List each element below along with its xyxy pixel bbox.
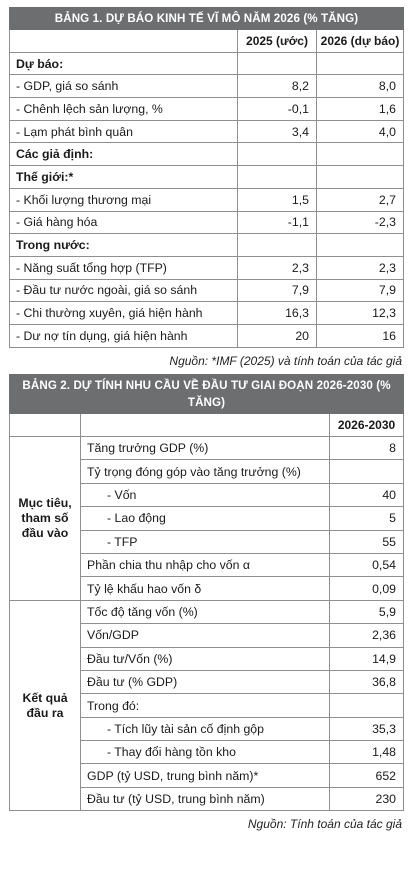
table-1-value-2026: 1,6: [317, 98, 404, 121]
table-2-value: 230: [330, 787, 404, 810]
table-2-value: 5: [330, 507, 404, 530]
table-1-row: [10, 120, 404, 143]
table-2-value: 0,09: [330, 577, 404, 600]
table-2-group-inputs: Mục tiêu, tham số đầu vào: [10, 437, 81, 601]
table-1-row-label: - Chênh lệch sản lượng, %: [10, 98, 238, 121]
table-1-row: [10, 324, 404, 347]
table-2-row-label: - Lao động: [81, 507, 330, 530]
table-1-header-blank: [10, 30, 238, 53]
table-2-value: 55: [330, 530, 404, 553]
table-2-row-label: - Thay đổi hàng tồn kho: [81, 741, 330, 764]
table-1-value-2026: 8,0: [317, 75, 404, 98]
table-1-value-2026: [317, 234, 404, 257]
table-1-row-label: - Lạm phát bình quân: [10, 120, 238, 143]
table-1-source: Nguồn: *IMF (2025) và tính toán của tác giả: [169, 353, 402, 368]
table-1-value-2025: [238, 52, 317, 75]
table-2-row-label: Phần chia thu nhập cho vốn α: [81, 553, 330, 576]
table-1-row: [10, 211, 404, 234]
table-2-value: 0,54: [330, 553, 404, 576]
table-2-row-label: Tỷ trọng đóng góp vào tăng trưởng (%): [81, 460, 330, 483]
table-1-row-label: - Khối lượng thương mại: [10, 188, 238, 211]
table-2-value: [330, 460, 404, 483]
table-2-header-blank-1: [10, 413, 81, 436]
table-2-row-label: GDP (tỷ USD, trung bình năm)*: [81, 764, 330, 787]
table-1-value-2026: 4,0: [317, 120, 404, 143]
table-1-value-2026: [317, 143, 404, 166]
table-1-header-2026: 2026 (dự báo): [317, 30, 404, 53]
table-1-row: [10, 75, 404, 98]
table-1-row-label: - Dư nợ tín dụng, giá hiện hành: [10, 324, 238, 347]
table-2-row: [10, 600, 404, 623]
table-1-header-2025: 2025 (ước): [238, 30, 317, 53]
table-1-row-label: - GDP, giá so sánh: [10, 75, 238, 98]
table-1-title: BẢNG 1. DỰ BÁO KINH TẾ VĨ MÔ NĂM 2026 (% TĂNG): [10, 8, 404, 30]
table-1-macro-forecast: [9, 7, 404, 348]
table-2-source: Nguồn: Tính toán của tác giả: [247, 817, 402, 832]
table-1-value-2025: 3,4: [238, 120, 317, 143]
table-1-row: [10, 98, 404, 121]
table-1-row-label: - Chi thường xuyên, giá hiện hành: [10, 302, 238, 325]
table-2-value: 40: [330, 483, 404, 506]
table-1-value-2025: [238, 234, 317, 257]
table-2-header-period: 2026-2030: [330, 413, 404, 436]
table-1-row: [10, 143, 404, 166]
table-2-value: 652: [330, 764, 404, 787]
table-1-value-2026: 2,3: [317, 256, 404, 279]
table-1-value-2026: 7,9: [317, 279, 404, 302]
table-2-row-label: Tốc độ tăng vốn (%): [81, 600, 330, 623]
table-1-row: [10, 279, 404, 302]
table-2-value: 5,9: [330, 600, 404, 623]
table-1-value-2025: -1,1: [238, 211, 317, 234]
table-2-row-label: Đầu tư (tỷ USD, trung bình năm): [81, 787, 330, 810]
table-1-value-2025: [238, 166, 317, 189]
table-1-value-2025: 1,5: [238, 188, 317, 211]
table-2-header-blank-2: [81, 413, 330, 436]
table-1-value-2025: 16,3: [238, 302, 317, 325]
table-1-value-2025: 2,3: [238, 256, 317, 279]
table-2-row-label: Trong đó:: [81, 694, 330, 717]
table-1-row-label: - Giá hàng hóa: [10, 211, 238, 234]
table-1-row: [10, 302, 404, 325]
table-1-value-2025: 7,9: [238, 279, 317, 302]
table-2-row-label: Tăng trưởng GDP (%): [81, 437, 330, 460]
table-1-value-2025: -0,1: [238, 98, 317, 121]
table-2-row-label: - TFP: [81, 530, 330, 553]
table-1-row: [10, 166, 404, 189]
table-1-row-label: - Năng suất tổng hợp (TFP): [10, 256, 238, 279]
table-1-row: [10, 188, 404, 211]
table-1-value-2026: 12,3: [317, 302, 404, 325]
table-2-value: [330, 694, 404, 717]
table-1-value-2026: -2,3: [317, 211, 404, 234]
table-2-value: 1,48: [330, 741, 404, 764]
table-1-row-label: - Đầu tư nước ngoài, giá so sánh: [10, 279, 238, 302]
table-2-group-outputs: Kết quả đầu ra: [10, 600, 81, 811]
table-2-row-label: - Vốn: [81, 483, 330, 506]
table-2-value: 8: [330, 437, 404, 460]
table-1-row: [10, 52, 404, 75]
table-1-value-2025: [238, 143, 317, 166]
table-1-value-2025: 20: [238, 324, 317, 347]
table-2-row-label: Vốn/GDP: [81, 624, 330, 647]
table-1-row: [10, 234, 404, 257]
table-2-investment-demand: [9, 374, 404, 812]
table-2-value: 14,9: [330, 647, 404, 670]
table-2-row-label: Đầu tư/Vốn (%): [81, 647, 330, 670]
table-2-value: 36,8: [330, 670, 404, 693]
document: [9, 7, 403, 835]
table-1-value-2026: [317, 52, 404, 75]
table-1-row: [10, 256, 404, 279]
table-2-row-label: - Tích lũy tài sản cố định gộp: [81, 717, 330, 740]
table-2-value: 35,3: [330, 717, 404, 740]
table-2-row-label: Tỷ lệ khấu hao vốn δ: [81, 577, 330, 600]
table-1-row-label: Các giả định:: [10, 143, 238, 166]
table-1-row-label: Thế giới:*: [10, 166, 238, 189]
table-2-title: BẢNG 2. DỰ TÍNH NHU CẦU VỀ ĐẦU TƯ GIAI ĐOẠN 2026-2030 (% TĂNG): [10, 374, 404, 413]
table-1-row-label: Trong nước:: [10, 234, 238, 257]
table-1-value-2026: 2,7: [317, 188, 404, 211]
table-1-value-2025: 8,2: [238, 75, 317, 98]
table-1-row-label: Dự báo:: [10, 52, 238, 75]
table-2-row: [10, 437, 404, 460]
table-2-row-label: Đầu tư (% GDP): [81, 670, 330, 693]
table-1-value-2026: [317, 166, 404, 189]
table-1-value-2026: 16: [317, 324, 404, 347]
table-2-value: 2,36: [330, 624, 404, 647]
